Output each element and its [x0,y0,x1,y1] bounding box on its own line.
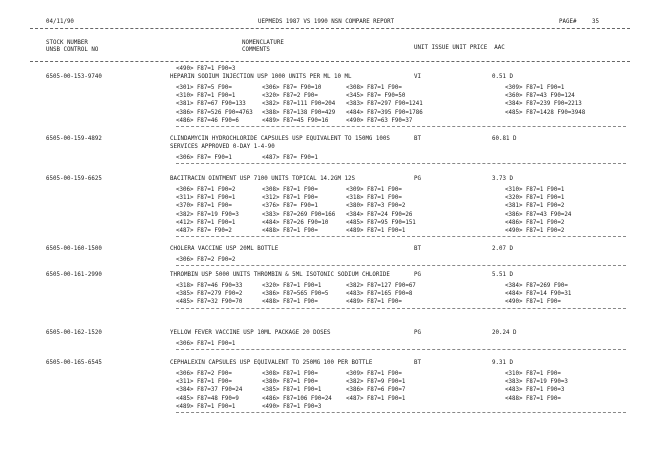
unit-of-issue: PG [414,176,421,182]
usage-cell: <383> F87=297 F90=1241 [346,101,423,108]
usage-cell: <309> F87=1 F90= [346,371,402,377]
entry-separator [176,412,626,413]
usage-cell: <489> F87=1 F90=1 [176,403,236,410]
usage-cell: <360> F87=43 F90=124 [505,93,575,100]
usage-cell: <381> F87=67 F90=133 [176,101,246,108]
unit-of-issue: BT [414,136,421,142]
usage-cell: <370> F87=1 F90= [176,203,232,210]
item-nomenclature: HEPARIN SODIUM INJECTION USP 1000 UNITS PER ML 10 ML [170,74,352,80]
usage-cell: <318> F87=1 F90= [346,195,402,202]
usage-cell: <381> F87=1 F90=2 [505,203,565,210]
usage-cell: <306> F87=1 F90=2 [176,187,236,193]
item-nomenclature: YELLOW FEVER VACCINE USP 10ML PACKAGE 20 DOSES [170,330,331,336]
entry-separator [176,126,626,127]
usage-cell: <488> F87=1 F90= [262,299,318,306]
usage-cell: <308> F87=1 F90= [262,371,318,377]
stock-number: 6505-00-153-9740 [46,74,102,80]
unit-price: 3.73 D [492,176,513,182]
usage-cell: <487> F87= F90=2 [176,228,232,234]
usage-cell: <320> F87=1 F90=1 [262,283,322,289]
stock-number: 6505-00-159-6625 [46,176,102,182]
item-nomenclature: BACITRACIN OINTMENT USP 7100 UNITS TOPICAL 14.2GM 12S [170,176,355,182]
item-nomenclature: CEPHALEXIN CAPSULES USP EQUIVALENT TO 250MG 100 PER BOTTLE [170,360,373,366]
unit-of-issue: PG [414,330,421,336]
usage-cell: <380> F87=3 F90=2 [346,203,406,210]
entry-separator [176,265,626,266]
usage-cell: <489> F87=45 F90=16 [262,117,329,124]
column-header-comments: COMMENTS [242,47,270,53]
usage-cell: <385> F87=279 F90=2 [176,291,243,298]
usage-cell: <484> F87=395 F90=1786 [346,109,423,116]
usage-cell: <489> F87=1 F90=1 [346,228,406,234]
usage-cell: <385> F87=1 F90=1 [262,387,322,394]
usage-cell: <490> F87=1 F90= [505,299,561,306]
item-nomenclature: CHOLERA VACCINE USP 20ML BOTTLE [170,246,279,252]
usage-cell: <412> F87=1 F90=1 [176,219,236,226]
usage-cell: <318> F87=46 F90=33 [176,283,243,289]
usage-cell: <309> F87=1 F90=1 [505,85,565,91]
usage-cell: <388> F87=138 F90=429 [262,109,336,116]
entry-separator [176,163,626,164]
usage-cell: <382> F87=19 F90=3 [176,211,239,218]
usage-cell: <386> F87=526 F90=4763 [176,109,253,116]
usage-cell: <483> F87=165 F90=8 [346,291,413,298]
usage-cell: <309> F87=1 F90= [346,187,402,193]
usage-cell: <382> F87=111 F90=204 [262,101,336,108]
usage-cell: <306> F87=2 F90=2 [176,257,236,263]
unit-price: 2.07 D [492,246,513,252]
usage-cell: <301> F87=5 F90= [176,85,232,91]
usage-cell: <380> F87=1 F90= [262,379,318,386]
unit-price: 0.51 D [492,74,513,80]
usage-cell: <306> F87= F90=10 [262,85,322,91]
usage-cell: <386> F87=43 F90=24 [505,211,572,218]
usage-cell: <384> F87=24 F90=26 [346,211,413,218]
usage-cell: <384> F87=269 F90= [505,283,568,289]
usage-cell: <310> F87=1 F90=1 [176,93,236,100]
report-date: 04/11/90 [46,19,74,25]
usage-cell: <490> F87=1 F90=2 [505,228,565,234]
usage-cell: <376> F87= F90=1 [262,203,318,210]
usage-cell: <306> F87= F90=1 [176,155,232,161]
unit-of-issue: BT [414,360,421,366]
entry-separator [176,236,626,237]
usage-cell: <488> F87=1 F90= [262,228,318,234]
header-rule [30,28,630,29]
stock-number: 6505-00-159-4892 [46,136,102,142]
usage-cell: <487> F87=1 F90=1 [346,395,406,402]
usage-cell: <386> F87=6 F90=7 [346,387,406,394]
stock-number: 6505-00-162-1520 [46,330,102,336]
unit-of-issue: PG [414,272,421,278]
stock-number: 6505-00-165-6545 [46,360,102,366]
usage-cell: <485> F87=48 F90=9 [176,395,239,402]
usage-cell: <487> F87= F90=1 [262,155,318,161]
usage-cell: <311> F87=1 F90=1 [176,195,236,202]
usage-cell: <308> F87=1 F90= [346,85,402,91]
usage-cell: <384> F87=239 F90=2213 [505,101,582,108]
usage-cell: <484> F87=14 F90=31 [505,291,572,298]
usage-cell: <310> F87=1 F90=1 [505,187,565,193]
report-title: UEPMEDS 1987 VS 1990 NSN COMPARE REPORT [258,19,395,25]
carryover-line: <490> F87=1 F90=3 [176,66,236,72]
entry-separator [176,308,626,309]
usage-cell: <485> F87=1428 F90=3948 [505,109,586,116]
usage-cell: <384> F87=37 F90=24 [176,387,243,394]
stock-number: 6505-00-160-1500 [46,246,102,252]
usage-cell: <320> F87=1 F90=1 [505,195,565,202]
item-nomenclature: THROMBIN USP 5000 UNITS THROMBIN & 5ML ISOTONIC SODIUM CHLORIDE [170,272,390,278]
usage-cell: <306> F87=1 F90=1 [176,341,236,347]
usage-cell: <306> F87=2 F90= [176,371,232,377]
usage-cell: <486> F87=1 F90=2 [505,219,565,226]
entry-separator [176,349,626,350]
unit-price: 9.31 D [492,360,513,366]
usage-cell: <383> F87=19 F90=3 [505,379,568,386]
usage-cell: <483> F87=1 F90=3 [505,387,565,394]
usage-cell: <310> F87=1 F90= [505,371,561,377]
usage-cell: <312> F87=1 F90= [262,195,318,202]
unit-of-issue: BT [414,246,421,252]
usage-cell: <490> F87=63 F90=37 [346,117,413,124]
usage-cell: <489> F87=1 F90= [346,299,402,306]
column-header-control: UNSB CONTROL NO [46,47,99,53]
usage-cell: <382> F87=127 F90=67 [346,283,416,289]
stock-number: 6505-00-161-2990 [46,272,102,278]
usage-cell: <383> F87=269 F90=166 [262,211,336,218]
usage-cell: <485> F87=32 F90=70 [176,299,243,306]
unit-of-issue: VI [414,74,421,80]
usage-cell: <486> F87=46 F90=6 [176,117,239,124]
page-label: PAGE# [559,19,577,25]
usage-cell: <382> F87=9 F90=1 [346,379,406,386]
usage-cell: <345> F87= F90=50 [346,93,406,100]
column-header-stock: STOCK NUMBER [46,40,88,46]
column-header-unit: UNIT ISSUE UNIT PRICE AAC [414,45,505,51]
unit-price: 5.51 D [492,272,513,278]
usage-cell: <311> F87=1 F90= [176,379,232,386]
column-rule [30,61,630,62]
usage-cell: <486> F87=106 F90=24 [262,395,332,402]
item-comment: SERVICES APPROVED 0-DAY 1-4-90 [170,144,275,150]
column-header-nomenclature: NOMENCLATURE [242,40,284,46]
usage-cell: <320> F87=2 F90= [262,93,318,100]
unit-price: 20.24 D [492,330,517,336]
usage-cell: <485> F87=95 F90=151 [346,219,416,226]
item-nomenclature: CLINDAMYCIN HYDROCHLORIDE CAPSULES USP EQUIVALENT TO 150MG 100S [170,136,390,142]
usage-cell: <490> F87=1 F90=3 [262,403,322,410]
usage-cell: <386> F87=565 F90=5 [262,291,329,298]
usage-cell: <484> F87=26 F90=10 [262,219,329,226]
page-number: 35 [592,19,599,25]
unit-price: 60.81 D [492,136,517,142]
usage-cell: <308> F87=1 F90= [262,187,318,193]
usage-cell: <488> F87=1 F90= [505,395,561,402]
